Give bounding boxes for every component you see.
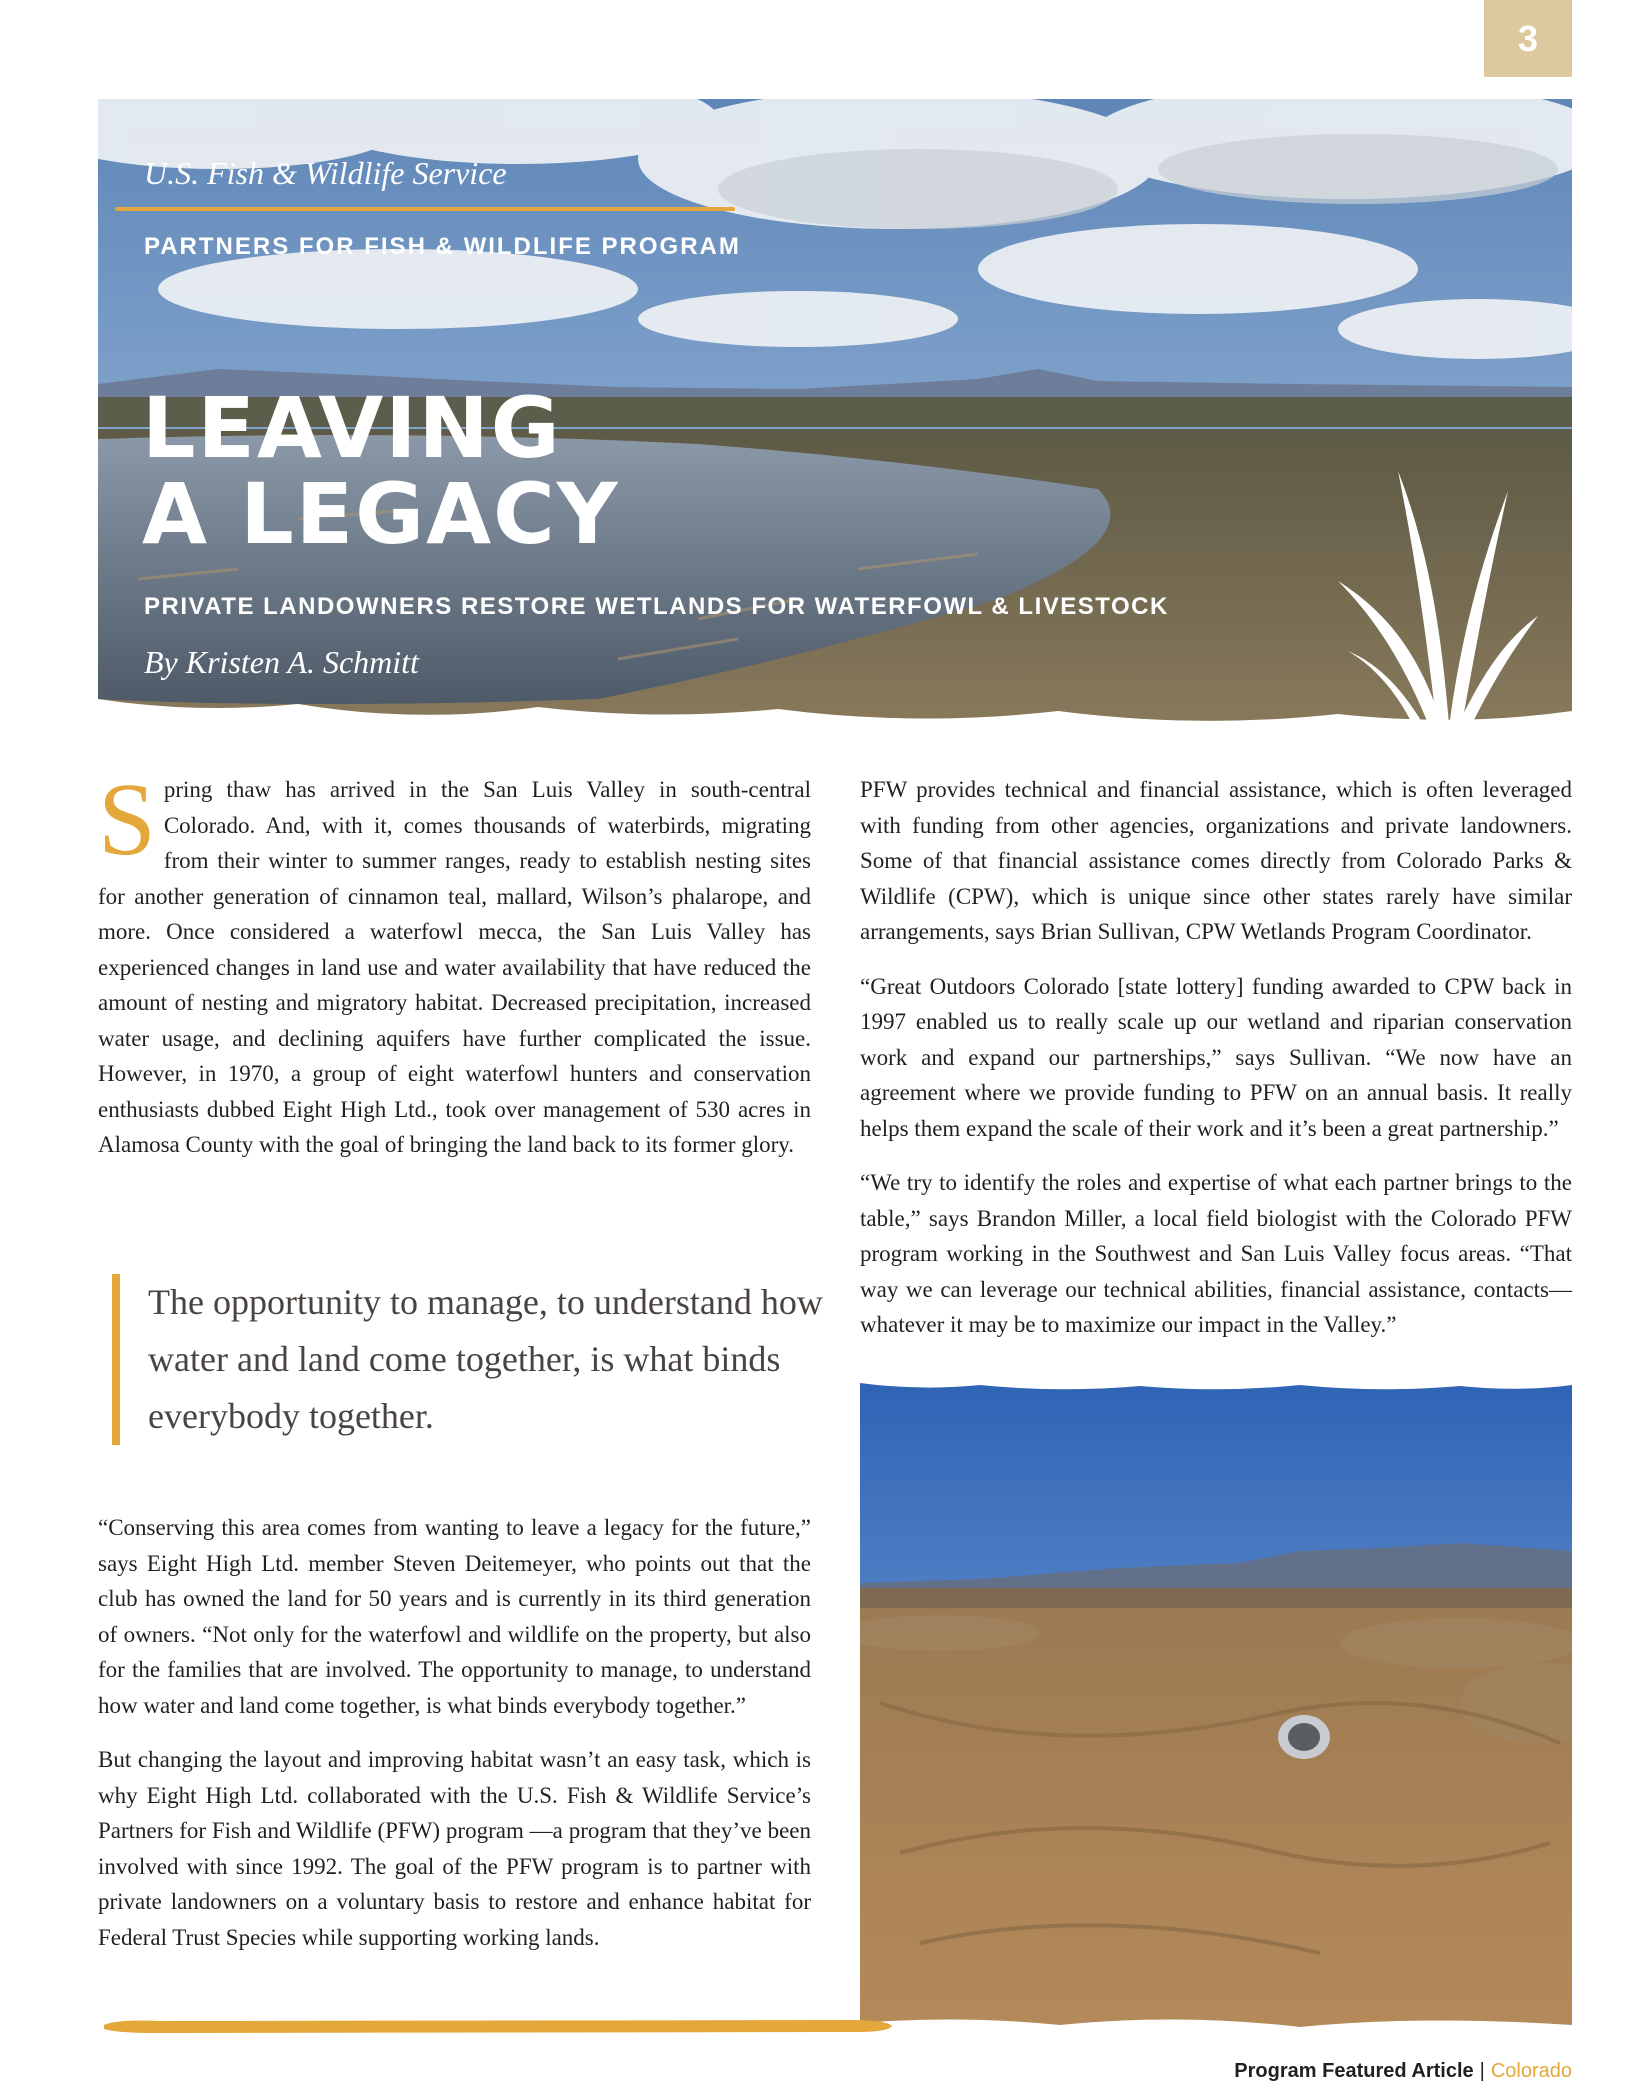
footer-region: Colorado [1490, 2060, 1572, 2082]
footer-label: Program Featured Article [1234, 2060, 1474, 2082]
right-column [860, 772, 1572, 1362]
grass-icon [1338, 451, 1538, 736]
agency-name: U.S. Fish & Wildlife Service [144, 155, 507, 191]
article-byline: By Kristen A. Schmitt [144, 644, 419, 680]
page-number: 3 [1484, 0, 1572, 77]
program-name: PARTNERS FOR FISH & WILDLIFE PROGRAM [144, 233, 741, 260]
footer-separator: | [1479, 2060, 1485, 2082]
article-title [142, 379, 620, 563]
title-line-1: LEAVING [142, 379, 562, 477]
drop-cap: S [98, 762, 156, 877]
paragraph-quote-miller: “We try to identify the roles and expertise of what each partner brings to the table,” says Brandon Miller, a local field biologist with the Colorado PFW program working in the Southwest and San Luis Valley focus areas. “That way we can leverage our technical abilities, financial assistance, contacts—whatever it may be to maximize our impact in the Valley.” [860, 1170, 1572, 1337]
restoration-site-photo [860, 1383, 1572, 2034]
paragraph-pfw-collaboration: But changing the layout and improving habitat wasn’t an easy task, which is why Eight High Ltd. collaborated with the U.S. Fish & Wildlife Service’s Partners for Fish and Wildlife (PFW) program —a program that they’ve been involved with since 1992. The goal of the PFW program is to partner with private landowners on a voluntary basis to restore and enhance habitat for Federal Trust Species while supporting working lands. [98, 1747, 811, 1950]
paragraph-pfw-assistance: PFW provides technical and financial assistance, which is often leveraged with funding from other agencies, organizations and private landowners. Some of that financial assistance comes directly from Colorado Parks & Wildlife (CPW), which is unique since other states rarely have similar arrangements, says Brian Sullivan, CPW Wetlands Program Coordinator. [860, 777, 1572, 944]
page-footer [1234, 2060, 1572, 2083]
paragraph-quote-sullivan: “Great Outdoors Colorado [state lottery] funding awarded to CPW back in 1997 enabled us to really scale up our wetland and riparian conservation work and expand our partnerships,” says Sullivan. “We now have an agreement where we provide funding to PFW on an annual basis. It really helps them expand the scale of their work and it’s been a great partnership.” [860, 973, 1572, 1141]
hero-banner [98, 99, 1572, 736]
decorative-gold-stroke [98, 2015, 898, 2037]
pull-quote: The opportunity to manage, to understand how water and land come together, is what binds everybody together. [112, 1274, 828, 1445]
article-intro [98, 762, 811, 1163]
intro-paragraph: pring thaw has arrived in the San Luis Valley in south-central Colorado. And, with it, comes thousands of waterbirds, migrating from their winter to summer ranges, ready to establish nesting sites for another generation of cinnamon teal, mallard, Wilson’s phalarope, and more. Once considered a waterfowl mecca, the San Luis Valley has experienced changes in land use and water availability that have reduced the amount of nesting and migratory habitat. Decreased precipitation, increased water usage, and declining aquifers have further complicated the issue. However, in 1970, a group of eight waterfowl hunters and conservation enthusiasts dubbed Eight High Ltd., took over management of 530 acres in Alamosa County with the goal of bringing the land back to its former glory. [98, 777, 811, 1157]
agency-underline [115, 207, 735, 211]
paragraph-quote-deitemeyer: “Conserving this area comes from wanting to leave a legacy for the future,” says Eight High Ltd. member Steven Deitemeyer, who points out that the club has owned the land for 50 years and is currently in its third generation of owners. “Not only for the waterfowl and wildlife on the property, but also for the families that are involved. The opportunity to manage, to understand how water and land come together, is what binds everybody together.” [98, 1515, 811, 1718]
title-line-2: A LEGACY [142, 465, 620, 563]
left-column-continued [98, 1510, 811, 1974]
article-subtitle: PRIVATE LANDOWNERS RESTORE WETLANDS FOR WATERFOWL & LIVESTOCK [144, 593, 1169, 620]
